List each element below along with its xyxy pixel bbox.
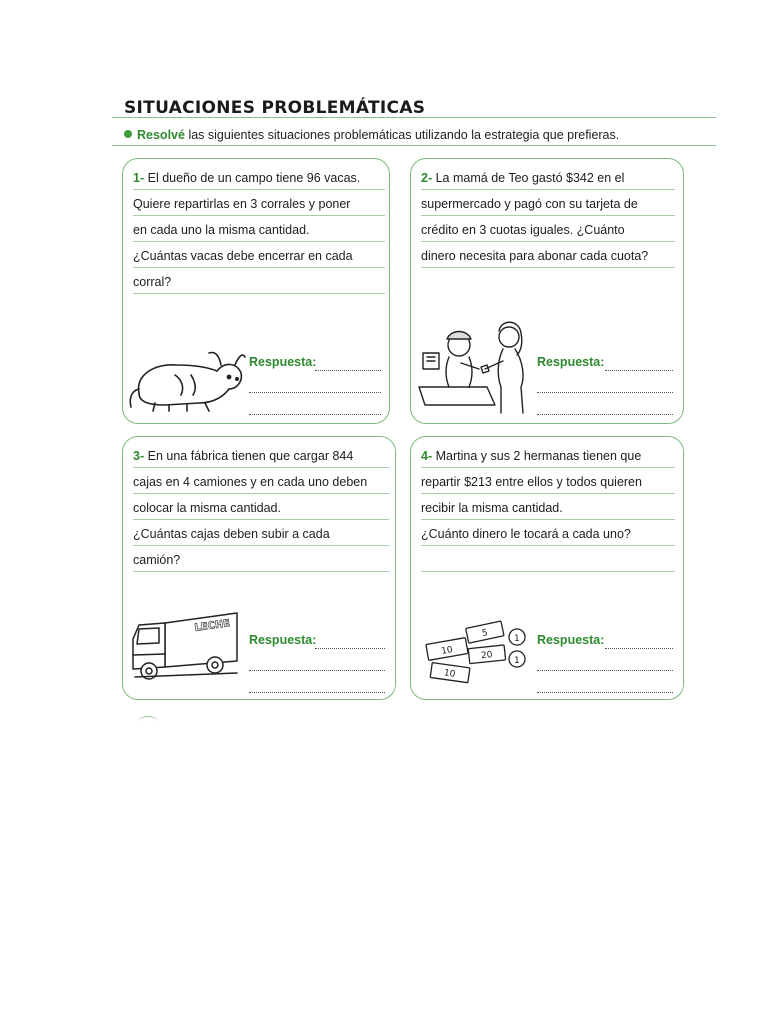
problem-3-line-5: camión? (133, 549, 389, 572)
bill-icon (468, 645, 505, 664)
page-corner-mark (138, 716, 158, 727)
truck-text: LECHE (193, 618, 231, 634)
problem-2-line-4: dinero necesita para abonar cada cuota? (421, 245, 675, 268)
problem-4-line-2: repartir $213 entre ellos y todos quieren (421, 471, 675, 494)
title-divider (112, 117, 716, 118)
svg-text:10: 10 (443, 668, 456, 680)
svg-text:20: 20 (480, 650, 494, 662)
answer-4-label: Respuesta: (537, 633, 605, 647)
answer-4-blank-1[interactable] (605, 648, 673, 649)
answer-2-label: Respuesta: (537, 355, 605, 369)
answer-3-label: Respuesta: (249, 633, 317, 647)
problem-2-line-3: crédito en 3 cuotas iguales. ¿Cuánto (421, 219, 675, 242)
answer-4 (537, 633, 604, 647)
svg-text:1: 1 (514, 656, 520, 666)
bullet-icon (124, 130, 132, 138)
truck-icon (129, 609, 241, 685)
problem-3-line-2: cajas en 4 camiones y en cada uno deben (133, 471, 389, 494)
svg-text:10: 10 (440, 645, 454, 657)
problem-1-line-2: Quiere repartirlas en 3 corrales y poner (133, 193, 385, 216)
problem-3-line-3: colocar la misma cantidad. (133, 497, 389, 520)
coin-icon (509, 629, 525, 645)
supermarket-cashier-icon (417, 317, 537, 415)
bill-icon (426, 638, 468, 661)
money-icon (423, 619, 535, 685)
problem-3-line-1: 3- En una fábrica tienen que cargar 844 (133, 445, 389, 468)
answer-3-blank-1[interactable] (315, 648, 385, 649)
answer-1-blank-3[interactable] (249, 414, 381, 415)
problem-2-line-1: 2- La mamá de Teo gastó $342 en el (421, 167, 675, 190)
problem-card-3 (122, 436, 396, 700)
problem-card-2 (410, 158, 684, 424)
answer-1-blank-1[interactable] (315, 370, 381, 371)
bill-icon (430, 663, 470, 683)
svg-text:1: 1 (514, 634, 520, 644)
problem-4-line-3: recibir la misma cantidad. (421, 497, 675, 520)
answer-1-label: Respuesta: (249, 355, 317, 369)
answer-1 (249, 355, 316, 369)
problem-card-1 (122, 158, 390, 424)
answer-3-blank-3[interactable] (249, 692, 385, 693)
problem-3-line-4: ¿Cuántas cajas deben subir a cada (133, 523, 389, 546)
bill-icon (466, 621, 504, 643)
problem-4-line-4: ¿Cuánto dinero le tocará a cada uno? (421, 523, 675, 546)
problem-2-line-2: supermercado y pagó con su tarjeta de (421, 193, 675, 216)
problem-1-line-3: en cada uno la misma cantidad. (133, 219, 385, 242)
answer-1-blank-2[interactable] (249, 392, 381, 393)
answer-2-blank-1[interactable] (605, 370, 673, 371)
svg-text:5: 5 (481, 628, 489, 640)
answer-2 (537, 355, 604, 369)
answer-2-blank-2[interactable] (537, 392, 673, 393)
problem-4-line-5 (421, 549, 675, 572)
answer-4-blank-3[interactable] (537, 692, 673, 693)
answer-3 (249, 633, 316, 647)
problem-1-line-4: ¿Cuántas vacas debe encerrar en cada (133, 245, 385, 268)
instruction-divider (112, 145, 716, 146)
answer-3-blank-2[interactable] (249, 670, 385, 671)
coin-icon (509, 651, 525, 667)
problem-card-4 (410, 436, 684, 700)
page-title: SITUACIONES PROBLEMÁTICAS (124, 98, 426, 118)
problem-4-line-1: 4- Martina y sus 2 hermanas tienen que (421, 445, 675, 468)
problem-1-line-1: 1- El dueño de un campo tiene 96 vacas. (133, 167, 385, 190)
cow-icon (125, 345, 245, 415)
instruction-verb: Resolvé (137, 128, 185, 142)
answer-4-blank-2[interactable] (537, 670, 673, 671)
instruction-text: las siguientes situaciones problemáticas utilizando la estrategia que prefieras. (188, 128, 620, 142)
answer-2-blank-3[interactable] (537, 414, 673, 415)
instructions (124, 128, 619, 142)
problem-1-line-5: corral? (133, 271, 385, 294)
